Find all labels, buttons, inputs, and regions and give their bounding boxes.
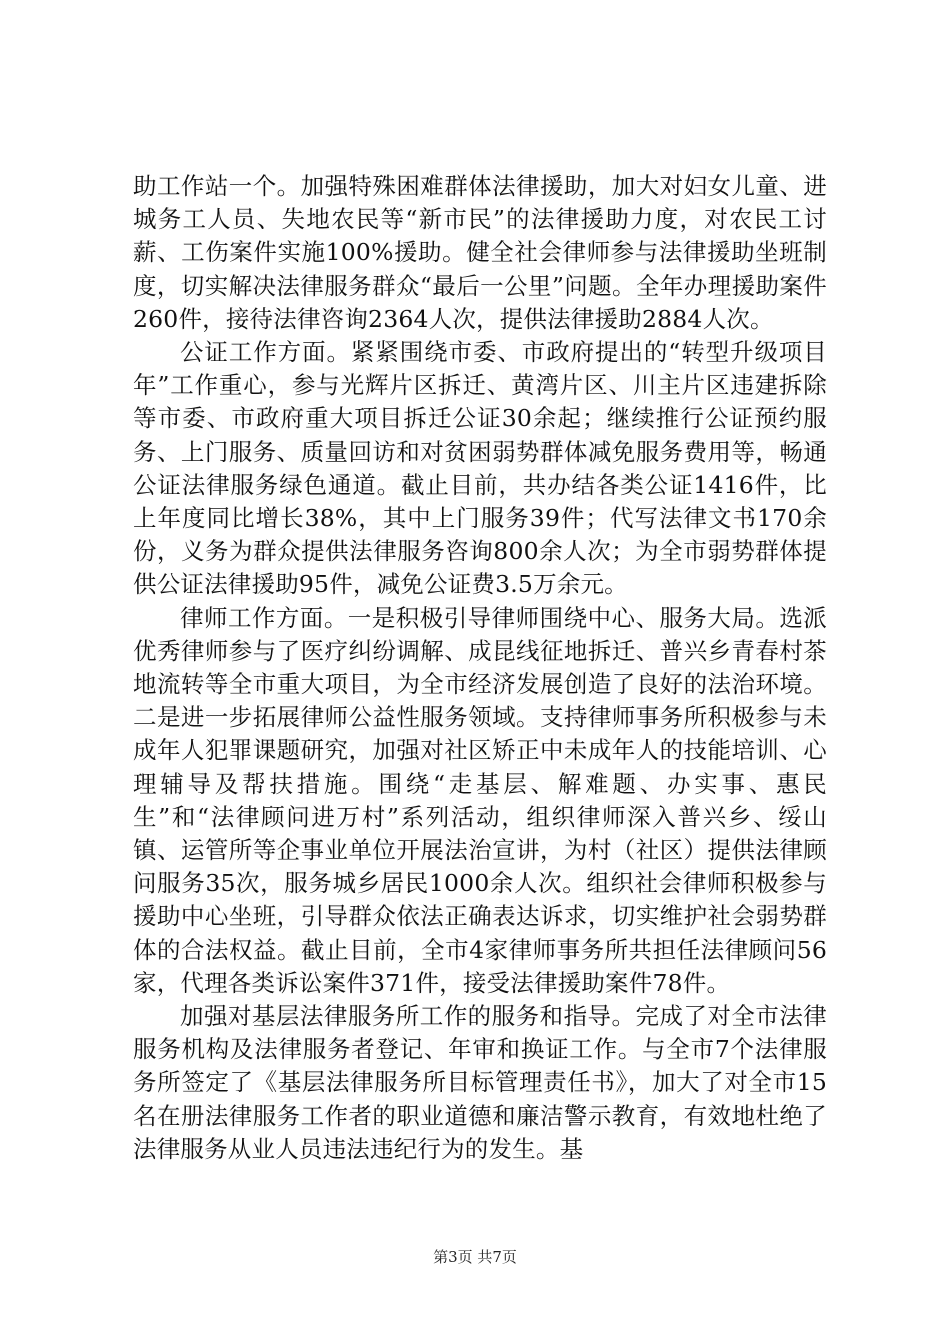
- paragraph-notary-work: 公证工作方面。紧紧围绕市委、市政府提出的“转型升级项目年”工作重心，参与光辉片区拆迁、黄湾片区、川主片区违建拆除等市委、市政府重大项目拆迁公证30余起；继续推行公证预约服务、上门服务、质量回访和对贫困弱势群体减免服务费用等，畅通公证法律服务绿色通道。截止目前，共办结各类公证1416件，比上年度同比增长38%，其中上门服务39件；代写法律文书170余份，义务为群众提供法律服务咨询800余人次；为全市弱势群体提供公证法律援助95件，减免公证费3.5万余元。: [133, 338, 827, 599]
- paragraph-grassroots-legal-service: 加强对基层法律服务所工作的服务和指导。完成了对全市法律服务机构及法律服务者登记、年审和换证工作。与全市7个法律服务所签定了《基层法律服务所目标管理责任书》，加大了对全市15名在册法律服务工作者的职业道德和廉洁警示教育，有效地杜绝了法律服务从业人员违法违纪行为的发生。基: [133, 1002, 827, 1163]
- paragraph-legal-aid-continued: 助工作站一个。加强特殊困难群体法律援助，加大对妇女儿童、进城务工人员、失地农民等“新市民”的法律援助力度，对农民工讨薪、工伤案件实施100%援助。健全社会律师参与法律援助坐班制度，切实解决法律服务群众“最后一公里”问题。全年办理援助案件260件，接待法律咨询2364人次，提供法律援助2884人次。: [133, 172, 827, 333]
- paragraph-lawyer-work: 律师工作方面。一是积极引导律师围绕中心、服务大局。选派优秀律师参与了医疗纠纷调解、成昆线征地拆迁、普兴乡青春村茶地流转等全市重大项目，为全市经济发展创造了良好的法治环境。二是进一步拓展律师公益性服务领域。支持律师事务所积极参与未成年人犯罪课题研究，加强对社区矫正中未成年人的技能培训、心理辅导及帮扶措施。围绕“走基层、解难题、办实事、惠民生”和“法律顾问进万村”系列活动，组织律师深入普兴乡、绥山镇、运管所等企事业单位开展法治宣讲，为村（社区）提供法律顾问服务35次，服务城乡居民1000余人次。组织社会律师积极参与援助中心坐班，引导群众依法正确表达诉求，切实维护社会弱势群体的合法权益。截止目前，全市4家律师事务所共担任法律顾问56家，代理各类诉讼案件371件，接受法律援助案件78件。: [133, 603, 827, 997]
- page-number-footer: 第3页 共7页: [433, 1248, 517, 1266]
- document-body: [133, 170, 827, 1166]
